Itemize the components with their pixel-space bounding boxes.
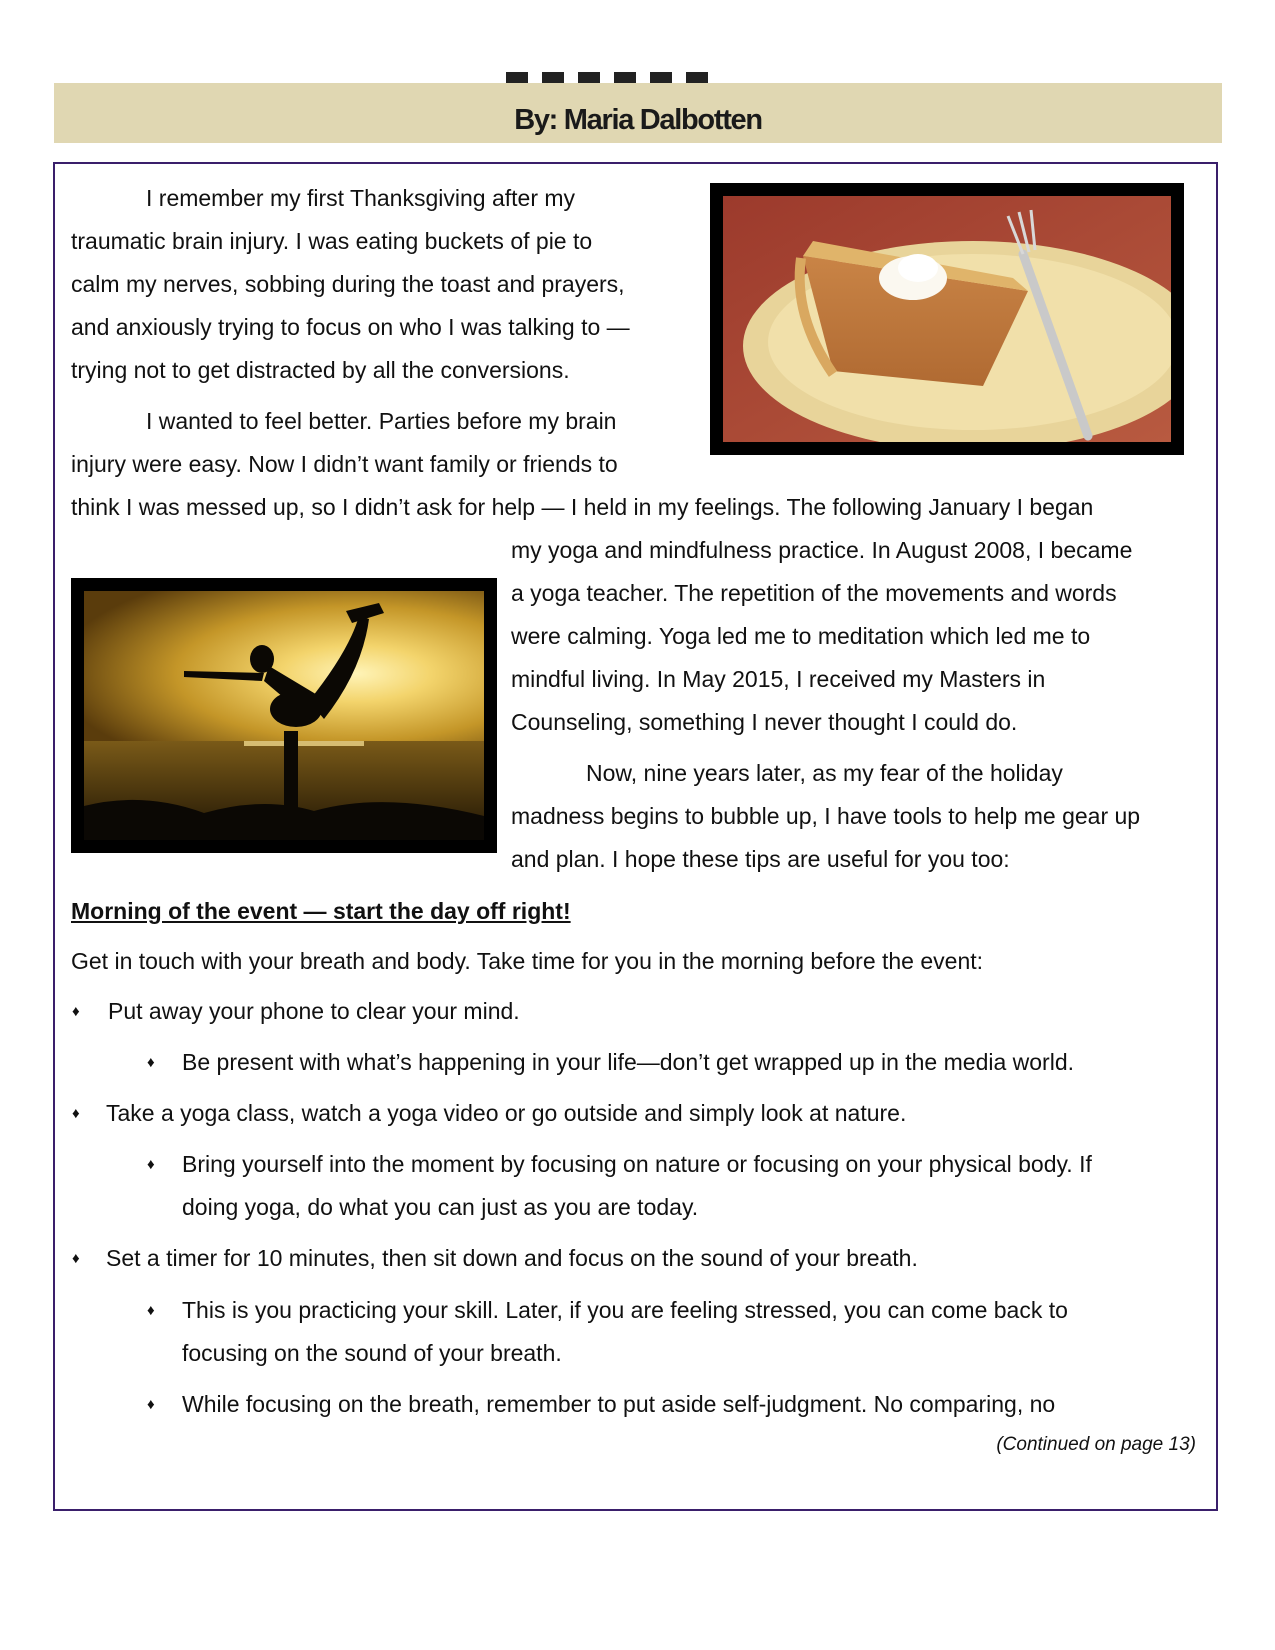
paragraph-line: calm my nerves, sobbing during the toast and prayers, xyxy=(71,271,625,297)
list-item: Be present with what’s happening in your life—don’t get wrapped up in the media world. xyxy=(182,1049,1075,1075)
bullet-marker: ♦ xyxy=(72,1105,80,1122)
yoga-sunset-image xyxy=(71,578,497,853)
list-item: This is you practicing your skill. Later, if you are feeling stressed, you can come back to xyxy=(182,1297,1068,1323)
bullet-marker: ♦ xyxy=(147,1396,155,1413)
paragraph-line: traumatic brain injury. I was eating buckets of pie to xyxy=(71,228,593,254)
paragraph-line: I remember my first Thanksgiving after my xyxy=(146,185,576,211)
paragraph-line: madness begins to bubble up, I have tools to help me gear up xyxy=(511,803,1141,829)
list-item: Put away your phone to clear your mind. xyxy=(108,998,520,1024)
bullet-marker: ♦ xyxy=(147,1156,155,1173)
bullet-marker: ♦ xyxy=(147,1054,155,1071)
section-heading: Morning of the event — start the day off right! xyxy=(71,898,571,924)
paragraph-line: were calming. Yoga led me to meditation which led me to xyxy=(511,623,1091,649)
cropped-title xyxy=(476,50,776,83)
paragraph-line: and plan. I hope these tips are useful for you too: xyxy=(511,846,1010,872)
paragraph-line: and anxiously trying to focus on who I was talking to — xyxy=(71,314,630,340)
paragraph-line: a yoga teacher. The repetition of the movements and words xyxy=(511,580,1117,606)
paragraph-line: my yoga and mindfulness practice. In August 2008, I became xyxy=(511,537,1133,563)
list-item: Set a timer for 10 minutes, then sit down and focus on the sound of your breath. xyxy=(106,1245,918,1271)
list-item: While focusing on the breath, remember to put aside self-judgment. No comparing, no xyxy=(182,1391,1056,1417)
paragraph-line: Now, nine years later, as my fear of the holiday xyxy=(586,760,1063,786)
bullet-marker: ♦ xyxy=(72,1250,80,1267)
list-item: Bring yourself into the moment by focusing on nature or focusing on your physical body. If xyxy=(182,1151,1092,1177)
paragraph-line: Counseling, something I never thought I could do. xyxy=(511,709,1018,735)
bullet-marker: ♦ xyxy=(72,1003,80,1020)
paragraph-line: injury were easy. Now I didn’t want family or friends to xyxy=(71,451,618,477)
bullet-marker: ♦ xyxy=(147,1302,155,1319)
paragraph-line: mindful living. In May 2015, I received my Masters in xyxy=(511,666,1046,692)
continued-note: (Continued on page 13) xyxy=(996,1434,1196,1455)
list-item-continuation: doing yoga, do what you can just as you are today. xyxy=(182,1194,699,1220)
byline: By: Maria Dalbotten xyxy=(514,104,762,136)
intro-text: Get in touch with your breath and body. Take time for you in the morning before the event: xyxy=(71,948,984,974)
list-item-continuation: focusing on the sound of your breath. xyxy=(182,1340,562,1366)
paragraph-line: think I was messed up, so I didn’t ask for help — I held in my feelings. The following January I began xyxy=(71,494,1094,520)
paragraph-line: I wanted to feel better. Parties before my brain xyxy=(146,408,617,434)
list-item: Take a yoga class, watch a yoga video or go outside and simply look at nature. xyxy=(106,1100,907,1126)
pumpkin-pie-image xyxy=(710,183,1184,455)
pumpkin-pie-illustration xyxy=(723,196,1171,442)
paragraph-line: trying not to get distracted by all the conversions. xyxy=(71,357,570,383)
yoga-silhouette-illustration xyxy=(84,591,484,840)
